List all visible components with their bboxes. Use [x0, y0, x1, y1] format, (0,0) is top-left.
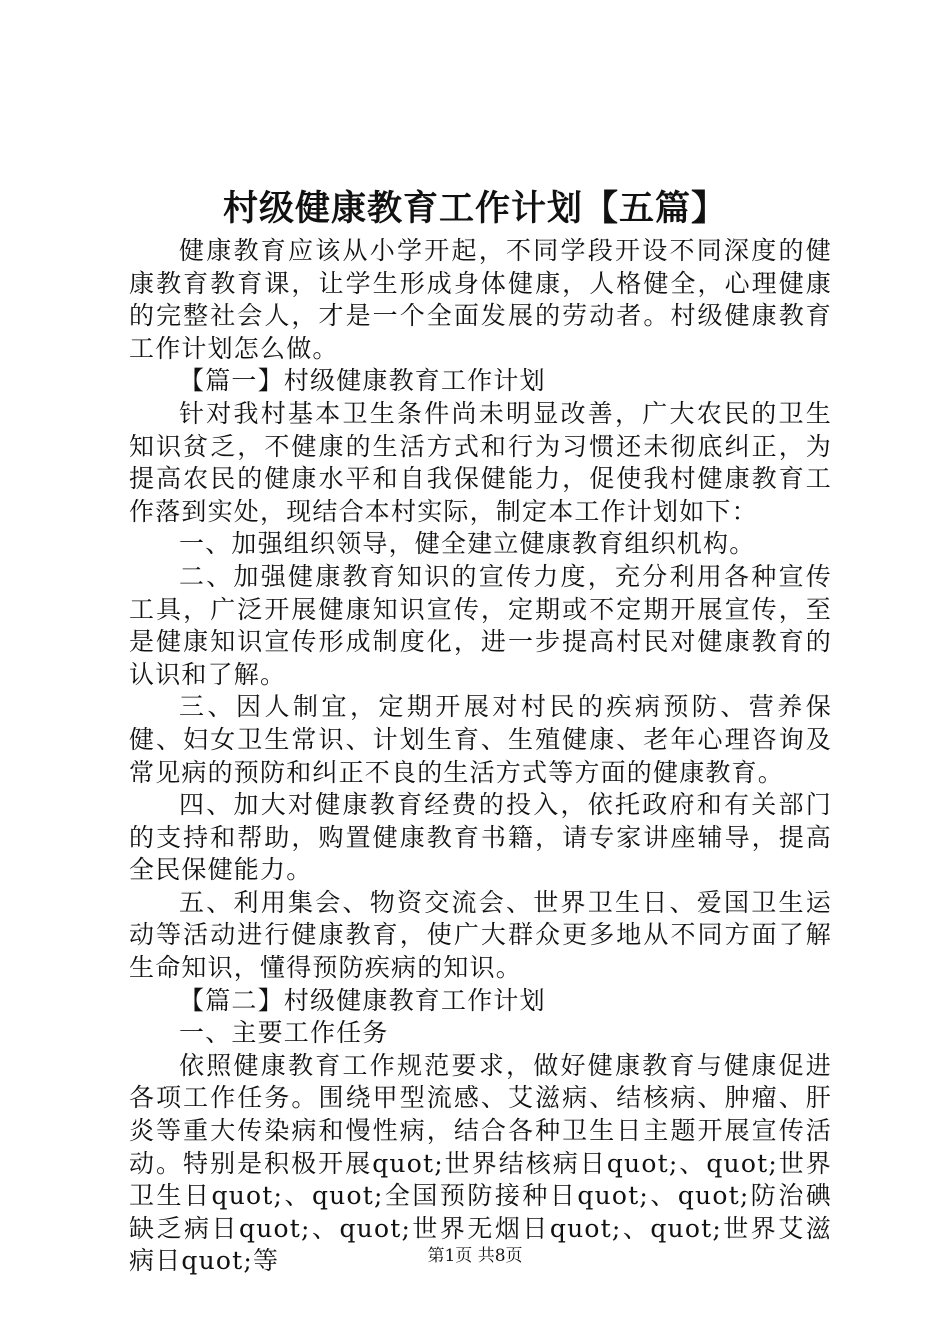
- body-paragraph: 针对我村基本卫生条件尚未明显改善，广大农民的卫生知识贫乏，不健康的生活方式和行为习惯还未彻底纠正，为提高农民的健康水平和自我保健能力，促使我村健康教育工作落到实处，现结合本村实际，制定本工作计划如下：: [129, 398, 832, 526]
- list-item-3: 三、因人制宜，定期开展对村民的疾病预防、营养保健、妇女卫生常识、计划生育、生殖健康、老年心理咨询及常见病的预防和纠正不良的生活方式等方面的健康教育。: [129, 692, 832, 787]
- list-item-2: 二、加强健康教育知识的宣传力度，充分利用各种宣传工具，广泛开展健康知识宣传，定期或不定期开展宣传，至是健康知识宣传形成制度化，进一步提高村民对健康教育的认识和了解。: [129, 561, 832, 689]
- body-paragraph-2: 依照健康教育工作规范要求，做好健康教育与健康促进各项工作任务。围绕甲型流感、艾滋病、结核病、肿瘤、肝炎等重大传染病和慢性病，结合各种卫生日主题开展宣传活动。特别是积极开展quot;世界结核病日quot;、quot;世界卫生日quot;、quot;全国预防接种日quot;、quot;防治碘缺乏病日quot;、quot;世界无烟日quot;、quot;世界艾滋病日quot;等: [129, 1050, 832, 1276]
- list-item-4: 四、加大对健康教育经费的投入，依托政府和有关部门的支持和帮助，购置健康教育书籍，请专家讲座辅导，提高全民保健能力。: [129, 790, 832, 885]
- page-footer: 第1页 共8页: [427, 1246, 523, 1266]
- document-title: 村级健康教育工作计划【五篇】: [222, 188, 727, 229]
- list-item-1: 一、加强组织领导，健全建立健康教育组织机构。: [179, 529, 756, 559]
- list-item-5: 五、利用集会、物资交流会、世界卫生日、爱国卫生运动等活动进行健康教育，使广大群众更多地从不同方面了解生命知识，懂得预防疾病的知识。: [129, 887, 832, 983]
- section-heading-2: 【篇二】村级健康教育工作计划: [179, 985, 546, 1015]
- subsection-heading: 一、主要工作任务: [179, 1018, 389, 1048]
- document-body: [129, 235, 832, 1278]
- section-heading-1: 【篇一】村级健康教育工作计划: [179, 366, 546, 396]
- intro-paragraph: 健康教育应该从小学开起，不同学段开设不同深度的健康教育教育课，让学生形成身体健康，人格健全，心理健康的完整社会人，才是一个全面发展的劳动者。村级健康教育工作计划怎么做。: [129, 236, 832, 363]
